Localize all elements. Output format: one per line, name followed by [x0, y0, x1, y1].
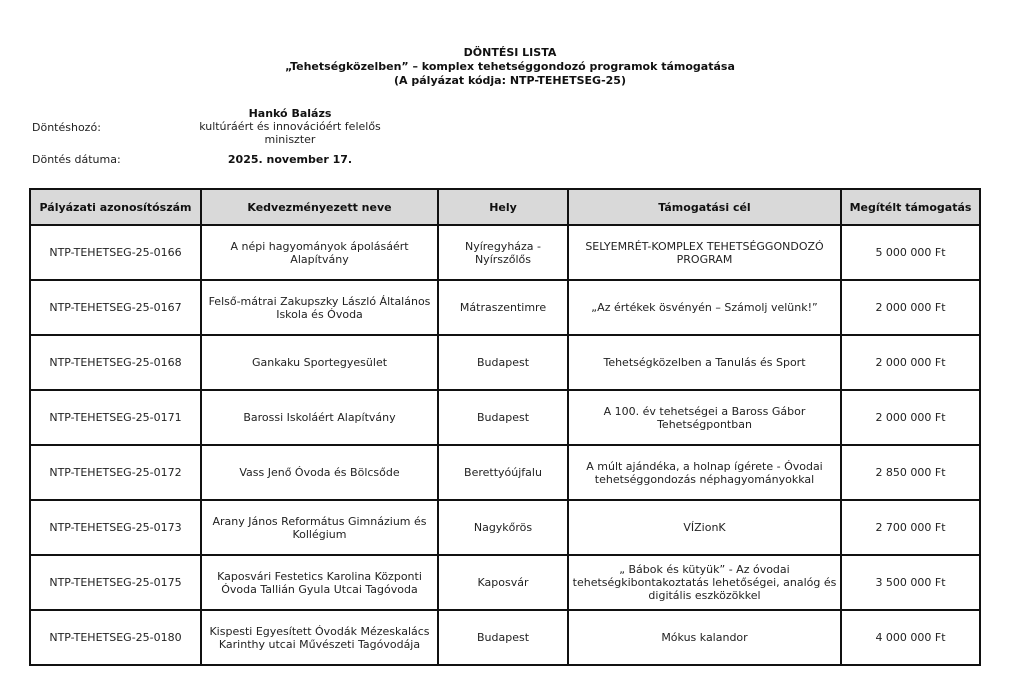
cell-place: Mátraszentimre	[438, 280, 568, 335]
cell-name: Arany János Református Gimnázium és Kollégium	[201, 500, 438, 555]
table-row	[30, 445, 980, 500]
table-row	[30, 610, 980, 665]
column-header-name: Kedvezményezett neve	[201, 189, 438, 225]
cell-place: Budapest	[438, 610, 568, 665]
call-code: (A pályázat kódja: NTP-TEHETSEG-25)	[394, 74, 626, 87]
table-row	[30, 335, 980, 390]
cell-amount: 2 700 000 Ft	[841, 500, 980, 555]
cell-id: NTP-TEHETSEG-25-0167	[30, 280, 201, 335]
cell-goal: SELYEMRÉT-KOMPLEX TEHETSÉGGONDOZÓ PROGRAM	[568, 225, 841, 280]
cell-id: NTP-TEHETSEG-25-0168	[30, 335, 201, 390]
cell-goal: „Az értékek ösvényén – Számolj velünk!”	[568, 280, 841, 335]
decision-date	[190, 153, 390, 166]
cell-id: NTP-TEHETSEG-25-0172	[30, 445, 201, 500]
cell-amount: 4 000 000 Ft	[841, 610, 980, 665]
table-header-row	[30, 189, 980, 225]
table-row	[30, 225, 980, 280]
cell-amount: 2 000 000 Ft	[841, 335, 980, 390]
table-row	[30, 500, 980, 555]
cell-place: Budapest	[438, 390, 568, 445]
decision-date-label: Döntés dátuma:	[32, 153, 121, 166]
cell-goal: A 100. év tehetségei a Baross Gábor Tehetségpontban	[568, 390, 841, 445]
cell-goal: Mókus kalandor	[568, 610, 841, 665]
cell-id: NTP-TEHETSEG-25-0173	[30, 500, 201, 555]
column-header-goal: Támogatási cél	[568, 189, 841, 225]
cell-name: Kispesti Egyesített Óvodák Mézeskalács Karinthy utcai Művészeti Tagóvodája	[201, 610, 438, 665]
cell-place: Kaposvár	[438, 555, 568, 610]
column-header-place: Hely	[438, 189, 568, 225]
table-row	[30, 555, 980, 610]
document-header	[250, 46, 770, 88]
cell-goal: A múlt ajándéka, a holnap ígérete - Óvodai tehetséggondozás néphagyományokkal	[568, 445, 841, 500]
table-row	[30, 280, 980, 335]
cell-place: Budapest	[438, 335, 568, 390]
cell-amount: 5 000 000 Ft	[841, 225, 980, 280]
cell-amount: 2 000 000 Ft	[841, 280, 980, 335]
cell-name: A népi hagyományok ápolásáért Alapítvány	[201, 225, 438, 280]
decision-maker	[190, 107, 390, 146]
column-header-id: Pályázati azonosítószám	[30, 189, 201, 225]
cell-id: NTP-TEHETSEG-25-0175	[30, 555, 201, 610]
cell-goal: Tehetségközelben a Tanulás és Sport	[568, 335, 841, 390]
cell-place: Nyíregyháza - Nyírszőlős	[438, 225, 568, 280]
cell-place: Berettyóújfalu	[438, 445, 568, 500]
cell-amount: 2 000 000 Ft	[841, 390, 980, 445]
decision-maker-title: kultúráért és innovációért felelős miniszter	[199, 120, 381, 146]
document-subtitle: „Tehetségközelben” – komplex tehetséggondozó programok támogatása	[285, 60, 735, 73]
decision-table	[29, 188, 981, 666]
cell-goal: „ Bábok és kütyük” - Az óvodai tehetségkibontakoztatás lehetőségei, analóg és digitális eszközökkel	[568, 555, 841, 610]
cell-id: NTP-TEHETSEG-25-0171	[30, 390, 201, 445]
decision-maker-name: Hankó Balázs	[248, 107, 332, 120]
cell-name: Felső-mátrai Zakupszky László Általános Iskola és Óvoda	[201, 280, 438, 335]
cell-id: NTP-TEHETSEG-25-0180	[30, 610, 201, 665]
column-header-amount: Megítélt támogatás	[841, 189, 980, 225]
cell-id: NTP-TEHETSEG-25-0166	[30, 225, 201, 280]
cell-name: Gankaku Sportegyesület	[201, 335, 438, 390]
table-row	[30, 390, 980, 445]
decision-maker-label: Döntéshozó:	[32, 121, 101, 134]
document-title: DÖNTÉSI LISTA	[463, 46, 557, 59]
cell-name: Vass Jenő Óvoda és Bölcsőde	[201, 445, 438, 500]
cell-name: Kaposvári Festetics Karolina Központi Óvoda Tallián Gyula Utcai Tagóvoda	[201, 555, 438, 610]
cell-goal: VÍZionK	[568, 500, 841, 555]
cell-amount: 3 500 000 Ft	[841, 555, 980, 610]
decision-date-value: 2025. november 17.	[227, 153, 353, 166]
cell-place: Nagykőrös	[438, 500, 568, 555]
cell-amount: 2 850 000 Ft	[841, 445, 980, 500]
cell-name: Barossi Iskoláért Alapítvány	[201, 390, 438, 445]
